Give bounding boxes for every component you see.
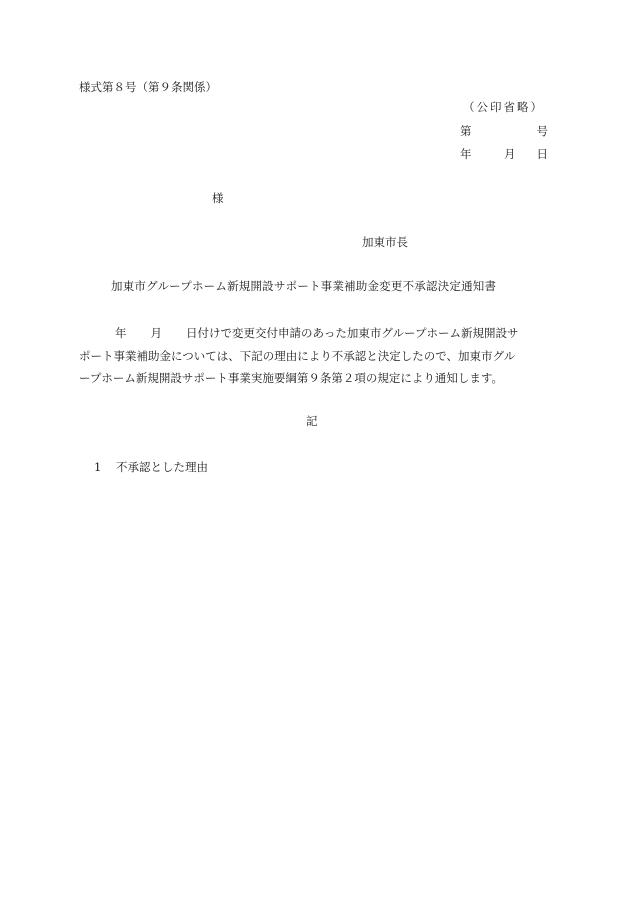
date-day-label: 日 (536, 147, 548, 161)
document-title: 加東市グループホーム新規開設サポート事業補助金変更不承認決定通知書 (111, 279, 497, 293)
sender-name: 加東市長 (362, 235, 408, 249)
item-number: 1 (94, 460, 102, 474)
seal-omitted-note: （公印省略） (463, 100, 544, 114)
body-line-1-text: 日付けで変更交付申請のあった加東市グループホーム新規開設サ (186, 326, 519, 340)
date-month-label: 月 (504, 147, 516, 161)
addressee-honorific: 様 (212, 191, 224, 205)
doc-number-suffix: 号 (536, 124, 548, 138)
body-line-3: ープホーム新規開設サポート事業実施要綱第９条第２項の規定により通知します。 (79, 371, 504, 385)
form-number: 様式第８号（第９条関係） (79, 80, 217, 94)
body-year-label: 年 (115, 326, 127, 340)
body-month-label: 月 (150, 326, 162, 340)
list-item (94, 459, 208, 475)
date-year-label: 年 (460, 147, 472, 161)
item-label: 不承認とした理由 (116, 460, 208, 474)
notice-body (79, 322, 549, 390)
doc-number-prefix: 第 (460, 124, 472, 138)
record-heading: 記 (306, 414, 318, 428)
body-line-1 (79, 322, 549, 345)
body-line-2: ポート事業補助金については、下記の理由により不承認と決定したので、加東市グル (79, 348, 516, 363)
